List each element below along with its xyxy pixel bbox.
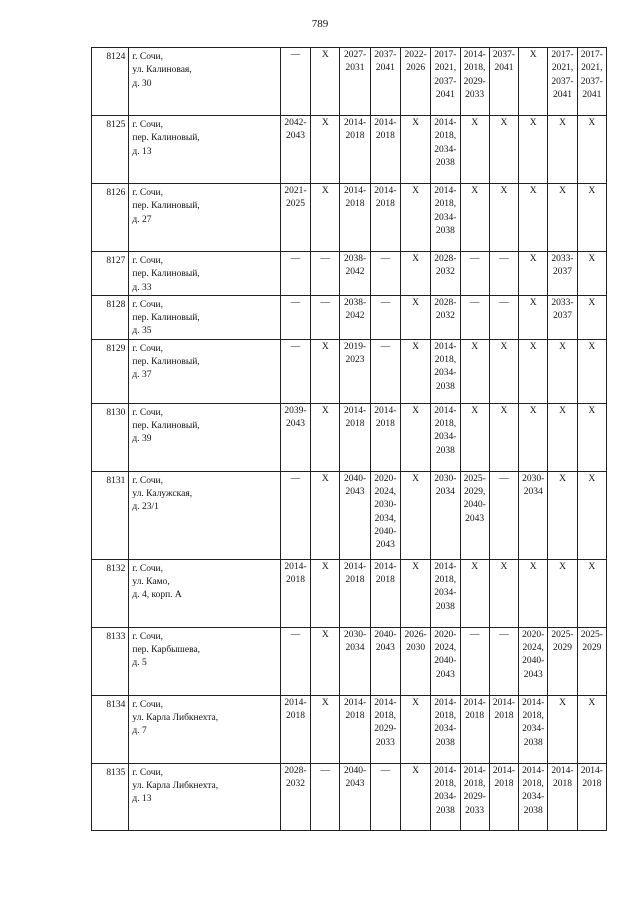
period-cell: X <box>577 471 606 559</box>
row-number: 8125 <box>92 116 129 184</box>
period-cell: 2025- 2029 <box>577 627 606 695</box>
table-row <box>92 695 607 763</box>
period-cell: 2021- 2025 <box>280 184 310 252</box>
table-row <box>92 471 607 559</box>
period-cell: 2028- 2032 <box>431 252 460 296</box>
period-cell: 2014- 2018, 2029- 2033 <box>370 695 400 763</box>
period-cell: 2039- 2043 <box>280 403 310 471</box>
period-cell: 2014- 2018 <box>340 403 370 471</box>
period-cell: 2017- 2021, 2037- 2041 <box>548 48 577 116</box>
period-cell: X <box>519 339 548 403</box>
period-cell: X <box>577 339 606 403</box>
period-cell: X <box>519 184 548 252</box>
period-cell: — <box>489 295 518 339</box>
address-cell: г. Сочи, пер. Калиновый, д. 33 <box>129 252 280 296</box>
period-cell: 2026- 2030 <box>400 627 430 695</box>
period-cell: 2028- 2032 <box>280 763 310 830</box>
period-cell: X <box>400 559 430 627</box>
period-cell: X <box>548 559 577 627</box>
address-cell: г. Сочи, пер. Карбышева, д. 5 <box>129 627 280 695</box>
period-cell: 2030- 2034 <box>340 627 370 695</box>
period-cell: 2020- 2024, 2040- 2043 <box>519 627 548 695</box>
period-cell: — <box>460 627 489 695</box>
period-cell: 2017- 2021, 2037- 2041 <box>431 48 460 116</box>
period-cell: X <box>489 339 518 403</box>
period-cell: 2014- 2018, 2034- 2038 <box>431 763 460 830</box>
period-cell: X <box>577 184 606 252</box>
period-cell: — <box>489 471 518 559</box>
period-cell: — <box>280 48 310 116</box>
row-number: 8131 <box>92 471 129 559</box>
period-cell: X <box>519 403 548 471</box>
period-cell: 2014- 2018, 2034- 2038 <box>431 559 460 627</box>
period-cell: — <box>489 252 518 296</box>
repair-schedule-table <box>91 47 607 831</box>
period-cell: — <box>370 295 400 339</box>
period-cell: X <box>519 295 548 339</box>
period-cell: — <box>280 252 310 296</box>
period-cell: 2033- 2037 <box>548 252 577 296</box>
period-cell: X <box>400 295 430 339</box>
period-cell: X <box>548 184 577 252</box>
period-cell: 2014- 2018 <box>577 763 606 830</box>
table-row <box>92 627 607 695</box>
period-cell: — <box>370 252 400 296</box>
period-cell: 2022- 2026 <box>400 48 430 116</box>
row-number: 8135 <box>92 763 129 830</box>
period-cell: X <box>311 403 340 471</box>
period-cell: X <box>311 695 340 763</box>
period-cell: 2028- 2032 <box>431 295 460 339</box>
period-cell: 2020- 2024, 2030- 2034, 2040- 2043 <box>370 471 400 559</box>
period-cell: X <box>548 471 577 559</box>
period-cell: 2025- 2029, 2040- 2043 <box>460 471 489 559</box>
address-cell: г. Сочи, ул. Калиновая, д. 30 <box>129 48 280 116</box>
period-cell: X <box>548 116 577 184</box>
period-cell: — <box>370 763 400 830</box>
period-cell: 2014- 2018 <box>340 695 370 763</box>
table-row <box>92 252 607 296</box>
period-cell: — <box>311 295 340 339</box>
address-cell: г. Сочи, пер. Калиновый, д. 39 <box>129 403 280 471</box>
period-cell: 2017- 2021, 2037- 2041 <box>577 48 606 116</box>
period-cell: X <box>460 559 489 627</box>
period-cell: 2037- 2041 <box>489 48 518 116</box>
period-cell: 2014- 2018, 2034- 2038 <box>431 339 460 403</box>
period-cell: 2019- 2023 <box>340 339 370 403</box>
address-cell: г. Сочи, ул. Карла Либкнехта, д. 13 <box>129 763 280 830</box>
period-cell: 2014- 2018, 2034- 2038 <box>431 695 460 763</box>
period-cell: 2014- 2018 <box>489 695 518 763</box>
period-cell: — <box>460 252 489 296</box>
address-cell: г. Сочи, пер. Калиновый, д. 13 <box>129 116 280 184</box>
address-cell: г. Сочи, ул. Карла Либкнехта, д. 7 <box>129 695 280 763</box>
period-cell: X <box>519 252 548 296</box>
address-cell: г. Сочи, пер. Калиновый, д. 35 <box>129 295 280 339</box>
period-cell: 2014- 2018 <box>460 695 489 763</box>
period-cell: 2014- 2018, 2034- 2038 <box>431 184 460 252</box>
period-cell: X <box>311 184 340 252</box>
period-cell: — <box>280 471 310 559</box>
period-cell: 2014- 2018 <box>370 559 400 627</box>
period-cell: — <box>370 339 400 403</box>
row-number: 8132 <box>92 559 129 627</box>
row-number: 8127 <box>92 252 129 296</box>
period-cell: X <box>489 403 518 471</box>
period-cell: 2014- 2018 <box>340 559 370 627</box>
period-cell: X <box>577 295 606 339</box>
period-cell: X <box>311 48 340 116</box>
table-body <box>92 48 607 831</box>
table-row <box>92 48 607 116</box>
period-cell: X <box>548 403 577 471</box>
period-cell: 2042- 2043 <box>280 116 310 184</box>
period-cell: 2025- 2029 <box>548 627 577 695</box>
period-cell: 2014- 2018 <box>280 559 310 627</box>
period-cell: 2014- 2018, 2034- 2038 <box>431 403 460 471</box>
period-cell: X <box>400 116 430 184</box>
address-cell: г. Сочи, пер. Калиновый, д. 37 <box>129 339 280 403</box>
period-cell: X <box>460 403 489 471</box>
period-cell: 2014- 2018, 2034- 2038 <box>431 116 460 184</box>
period-cell: X <box>400 184 430 252</box>
page-number: 789 <box>311 18 329 30</box>
period-cell: 2020- 2024, 2040- 2043 <box>431 627 460 695</box>
period-cell: 2014- 2018, 2029- 2033 <box>460 763 489 830</box>
period-cell: X <box>577 252 606 296</box>
period-cell: — <box>280 295 310 339</box>
period-cell: — <box>489 627 518 695</box>
period-cell: X <box>460 116 489 184</box>
period-cell: 2014- 2018, 2034- 2038 <box>519 695 548 763</box>
row-number: 8134 <box>92 695 129 763</box>
period-cell: 2040- 2043 <box>370 627 400 695</box>
period-cell: X <box>489 559 518 627</box>
period-cell: 2014- 2018 <box>370 403 400 471</box>
table-row <box>92 184 607 252</box>
table-row <box>92 763 607 830</box>
period-cell: — <box>460 295 489 339</box>
period-cell: 2033- 2037 <box>548 295 577 339</box>
period-cell: X <box>311 559 340 627</box>
row-number: 8126 <box>92 184 129 252</box>
period-cell: X <box>311 339 340 403</box>
address-cell: г. Сочи, ул. Камо, д. 4, корп. А <box>129 559 280 627</box>
row-number: 8124 <box>92 48 129 116</box>
table-row <box>92 116 607 184</box>
period-cell: 2038- 2042 <box>340 252 370 296</box>
row-number: 8133 <box>92 627 129 695</box>
table-row <box>92 339 607 403</box>
address-cell: г. Сочи, ул. Калужская, д. 23/1 <box>129 471 280 559</box>
period-cell: 2014- 2018 <box>548 763 577 830</box>
period-cell: 2014- 2018 <box>370 116 400 184</box>
period-cell: X <box>311 471 340 559</box>
period-cell: 2040- 2043 <box>340 763 370 830</box>
period-cell: X <box>519 48 548 116</box>
period-cell: X <box>519 559 548 627</box>
period-cell: 2037- 2041 <box>370 48 400 116</box>
period-cell: X <box>548 339 577 403</box>
address-cell: г. Сочи, пер. Калиновый, д. 27 <box>129 184 280 252</box>
period-cell: 2014- 2018 <box>340 116 370 184</box>
period-cell: X <box>548 695 577 763</box>
period-cell: — <box>311 763 340 830</box>
period-cell: X <box>400 403 430 471</box>
period-cell: 2014- 2018, 2029- 2033 <box>460 48 489 116</box>
period-cell: 2038- 2042 <box>340 295 370 339</box>
period-cell: X <box>519 116 548 184</box>
period-cell: X <box>400 252 430 296</box>
period-cell: X <box>577 116 606 184</box>
period-cell: 2014- 2018 <box>489 763 518 830</box>
period-cell: — <box>280 627 310 695</box>
period-cell: 2014- 2018, 2034- 2038 <box>519 763 548 830</box>
period-cell: — <box>311 252 340 296</box>
period-cell: X <box>577 695 606 763</box>
period-cell: X <box>460 184 489 252</box>
row-number: 8129 <box>92 339 129 403</box>
period-cell: X <box>489 116 518 184</box>
period-cell: X <box>460 339 489 403</box>
row-number: 8128 <box>92 295 129 339</box>
period-cell: 2014- 2018 <box>340 184 370 252</box>
period-cell: 2030- 2034 <box>431 471 460 559</box>
period-cell: X <box>311 116 340 184</box>
period-cell: 2014- 2018 <box>280 695 310 763</box>
period-cell: X <box>400 471 430 559</box>
period-cell: X <box>489 184 518 252</box>
period-cell: 2027- 2031 <box>340 48 370 116</box>
period-cell: X <box>400 763 430 830</box>
period-cell: X <box>577 403 606 471</box>
period-cell: X <box>400 339 430 403</box>
table-row <box>92 559 607 627</box>
period-cell: 2014- 2018 <box>370 184 400 252</box>
period-cell: X <box>400 695 430 763</box>
period-cell: X <box>577 559 606 627</box>
table-row <box>92 295 607 339</box>
period-cell: 2040- 2043 <box>340 471 370 559</box>
table-row <box>92 403 607 471</box>
period-cell: 2030- 2034 <box>519 471 548 559</box>
period-cell: X <box>311 627 340 695</box>
row-number: 8130 <box>92 403 129 471</box>
period-cell: — <box>280 339 310 403</box>
